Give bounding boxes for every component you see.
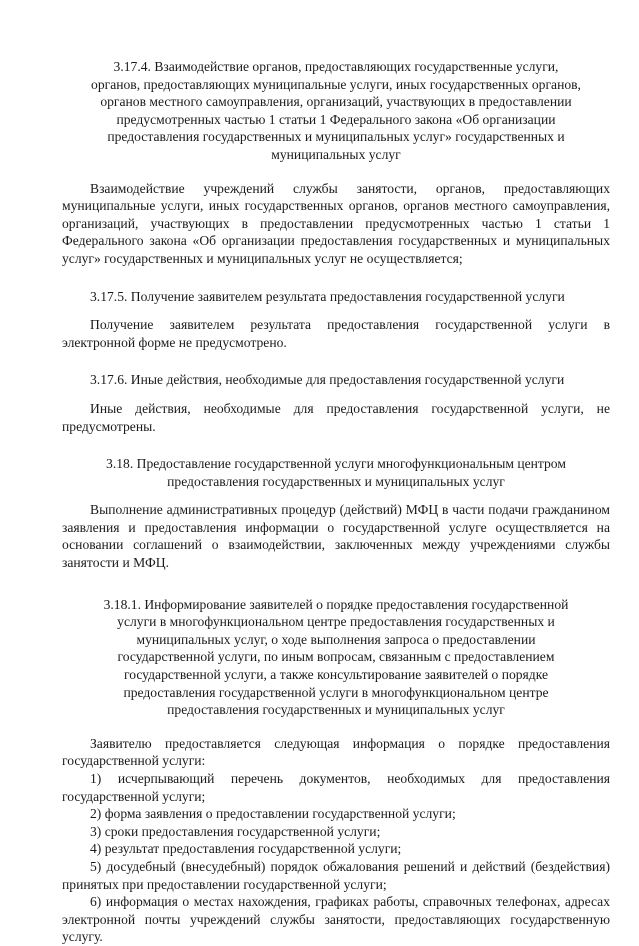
section-3-17-6-heading: 3.17.6. Иные действия, необходимые для предоставления государственной услуги bbox=[90, 372, 565, 388]
list-item: 1) исчерпывающий перечень документов, необходимых для предоставления государственной услуги; bbox=[62, 771, 610, 804]
section-3-17-5-heading: 3.17.5. Получение заявителем результата предоставления государственной услуги bbox=[90, 288, 565, 304]
list-item: 4) результат предоставления государственной услуги; bbox=[90, 841, 402, 857]
section-3-17-5-text: Получение заявителем результата предоставления государственной услуги в электронной форме не предусмотрено. bbox=[62, 317, 610, 350]
document-page bbox=[62, 58, 610, 946]
list-item: 3) сроки предоставления государственной услуги; bbox=[90, 823, 381, 839]
section-3-17-6-text: Иные действия, необходимые для предоставления государственной услуги, не предусмотрены. bbox=[62, 400, 610, 434]
section-3-18-heading: 3.18. Предоставление государственной услуги многофункциональным центром предоставления государственных и муниципальных услуг bbox=[106, 456, 566, 489]
list-item: 6) информация о местах нахождения, графиках работы, справочных телефонах, адресах электронной почты учреждений службы занятости, предоставляющих государственную услугу. bbox=[62, 894, 610, 945]
section-3-18-text: Выполнение административных процедур (действий) МФЦ в части подачи гражданином заявления и предоставления информации о государственной услуге осуществляется на основании соглашений о взаимодействии, заключенных между учреждениями службы занятости и МФЦ. bbox=[62, 502, 610, 571]
section-3-17-4-heading: 3.17.4. Взаимодействие органов, предоставляющих государственные услуги, органов, предоставляющих муниципальные услуги, иных государственных органов, органов местного самоуправления, организаций, участвующих в предоставлении предусмотренных частью 1 статьи 1 Федерального закона «Об организации предоставления государственных и муниципальных услуг» государственных и муниципальных услуг bbox=[91, 59, 581, 162]
section-3-18-1-heading: 3.18.1. Информирование заявителей о порядке предоставления государственной услуги в многофункциональном центре предоставления государственных и муниципальных услуг, о ходе выполнения запроса о предоставлении государственной услуги, по иным вопросам, связанным с предоставлением государственной услуги, а также консультирование заявителей о порядке предоставления государственной услуги в многофункциональном центре предоставления государственных и муниципальных услуг bbox=[103, 596, 569, 718]
section-3-18-1-intro: Заявителю предоставляется следующая информация о порядке предоставления государственной услуги: bbox=[62, 735, 610, 769]
section-3-17-4-text: Взаимодействие учреждений службы занятости, органов, предоставляющих муниципальные услуги, иных государственных органов, органов местного самоуправления, организаций, участвующих в предоставлении предусмотренных частью 1 статьи 1 Федерального закона «Об организации предоставления государственных и муниципальных услуг» государственных и муниципальных услуг не осуществляется; bbox=[62, 180, 610, 266]
list-item: 2) форма заявления о предоставлении государственной услуги; bbox=[90, 806, 456, 822]
list-item: 5) досудебный (внесудебный) порядок обжалования решений и действий (бездействия) принятых при предоставлении государственной услуги; bbox=[62, 858, 610, 892]
